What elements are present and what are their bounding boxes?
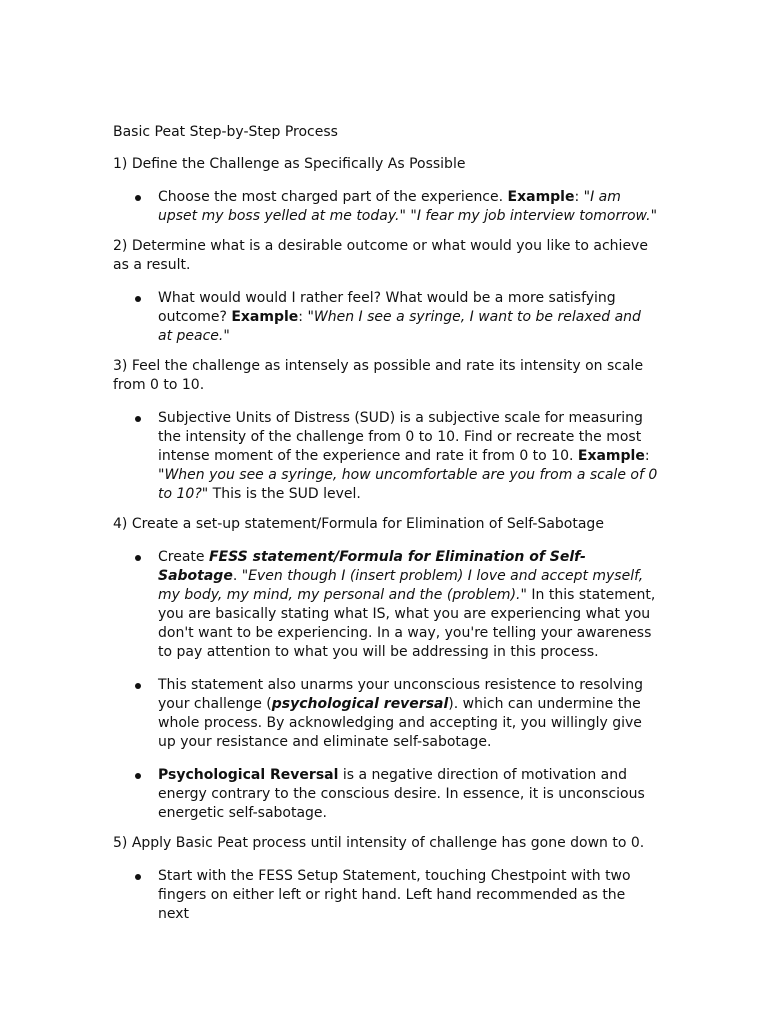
punctuation: "	[650, 208, 658, 224]
bullet-text: This statement also unarms your unconscious resistence to resolving your challenge (	[158, 677, 643, 712]
bullet-icon	[135, 195, 141, 201]
psychological-reversal-term: psychological reversal	[271, 696, 449, 712]
list-item	[113, 409, 658, 504]
bullet-icon	[135, 683, 141, 689]
bullet-text: " In this statement, you are basically stating what IS, what you are experiencing what you don't want to be experiencing. In a way, you're telling your awareness to pay attention to what you will be addressing in this process.	[158, 587, 656, 660]
punctuation: " "	[399, 208, 417, 224]
bullet-text: What would would I rather feel? What would be a more satisfying outcome?	[158, 290, 616, 325]
step-5-bullet-list	[113, 867, 658, 924]
bullet-icon	[135, 773, 141, 779]
example-quote: I am upset my boss yelled at me today.	[158, 189, 621, 224]
step-3-heading: 3) Feel the challenge as intensely as possible and rate its intensity on scale from 0 to 10.	[113, 358, 644, 393]
list-item	[113, 548, 658, 662]
bullet-icon	[135, 874, 141, 880]
example-quote: When you see a syringe, how uncomfortable are you from a scale of 0 to 10?	[158, 467, 658, 502]
bullet-text: Create	[158, 549, 209, 565]
step-2-heading: 2) Determine what is a desirable outcome or what would you like to achieve as a result.	[113, 238, 648, 273]
list-item	[113, 289, 658, 346]
punctuation: : "	[298, 309, 314, 325]
fess-term: FESS statement/Formula for Elimination of Self-Sabotage	[158, 549, 586, 584]
bullet-text: Choose the most charged part of the experience.	[158, 189, 508, 205]
psychological-reversal-label: Psychological Reversal	[158, 767, 339, 783]
step-1-bullet-list	[113, 188, 658, 226]
document-page	[113, 123, 658, 935]
example-label: Example	[577, 448, 645, 464]
step-4-heading: 4) Create a set-up statement/Formula for Elimination of Self-Sabotage	[113, 516, 604, 532]
punctuation: . "	[232, 568, 249, 584]
example-label: Example	[507, 189, 575, 205]
bullet-text: Start with the FESS Setup Statement, touching Chestpoint with two fingers on either left or right hand. Left hand recommended as the next	[158, 868, 631, 922]
bullet-icon	[135, 555, 141, 561]
punctuation: : "	[574, 189, 591, 205]
list-item	[113, 676, 658, 752]
step-1-heading: 1) Define the Challenge as Specifically As Possible	[113, 156, 466, 172]
bullet-text: ). which can undermine the whole process. By acknowledging and accepting it, you willingly give up your resistance and eliminate self-sabotage.	[158, 696, 642, 750]
example-label: Example	[231, 309, 299, 325]
fess-quote: Even though I (insert problem) I love and accept myself, my body, my mind, my personal and the (problem).	[158, 568, 644, 603]
bullet-icon	[135, 416, 141, 422]
punctuation: "	[223, 328, 230, 344]
punctuation: : "	[158, 448, 650, 483]
example-quote: When I see a syringe, I want to be relaxed and at peace.	[158, 309, 641, 344]
step-5-heading: 5) Apply Basic Peat process until intensity of challenge has gone down to 0.	[113, 835, 645, 851]
bullet-text: Subjective Units of Distress (SUD) is a subjective scale for measuring the intensity of the challenge from 0 to 10. Find or recreate the most intense moment of the experience and rate it from 0 to 10.	[158, 410, 643, 464]
list-item	[113, 867, 658, 924]
step-4-bullet-list	[113, 548, 658, 823]
bullet-text: " This is the SUD level.	[201, 486, 361, 502]
step-3-bullet-list	[113, 409, 658, 504]
document-title: Basic Peat Step-by-Step Process	[113, 124, 338, 140]
bullet-icon	[135, 296, 141, 302]
step-2-bullet-list	[113, 289, 658, 346]
list-item	[113, 766, 658, 823]
bullet-text: is a negative direction of motivation and energy contrary to the conscious desire. In essence, it is unconscious energetic self-sabotage.	[158, 767, 645, 821]
list-item	[113, 188, 658, 226]
example-quote: I fear my job interview tomorrow.	[416, 208, 651, 224]
